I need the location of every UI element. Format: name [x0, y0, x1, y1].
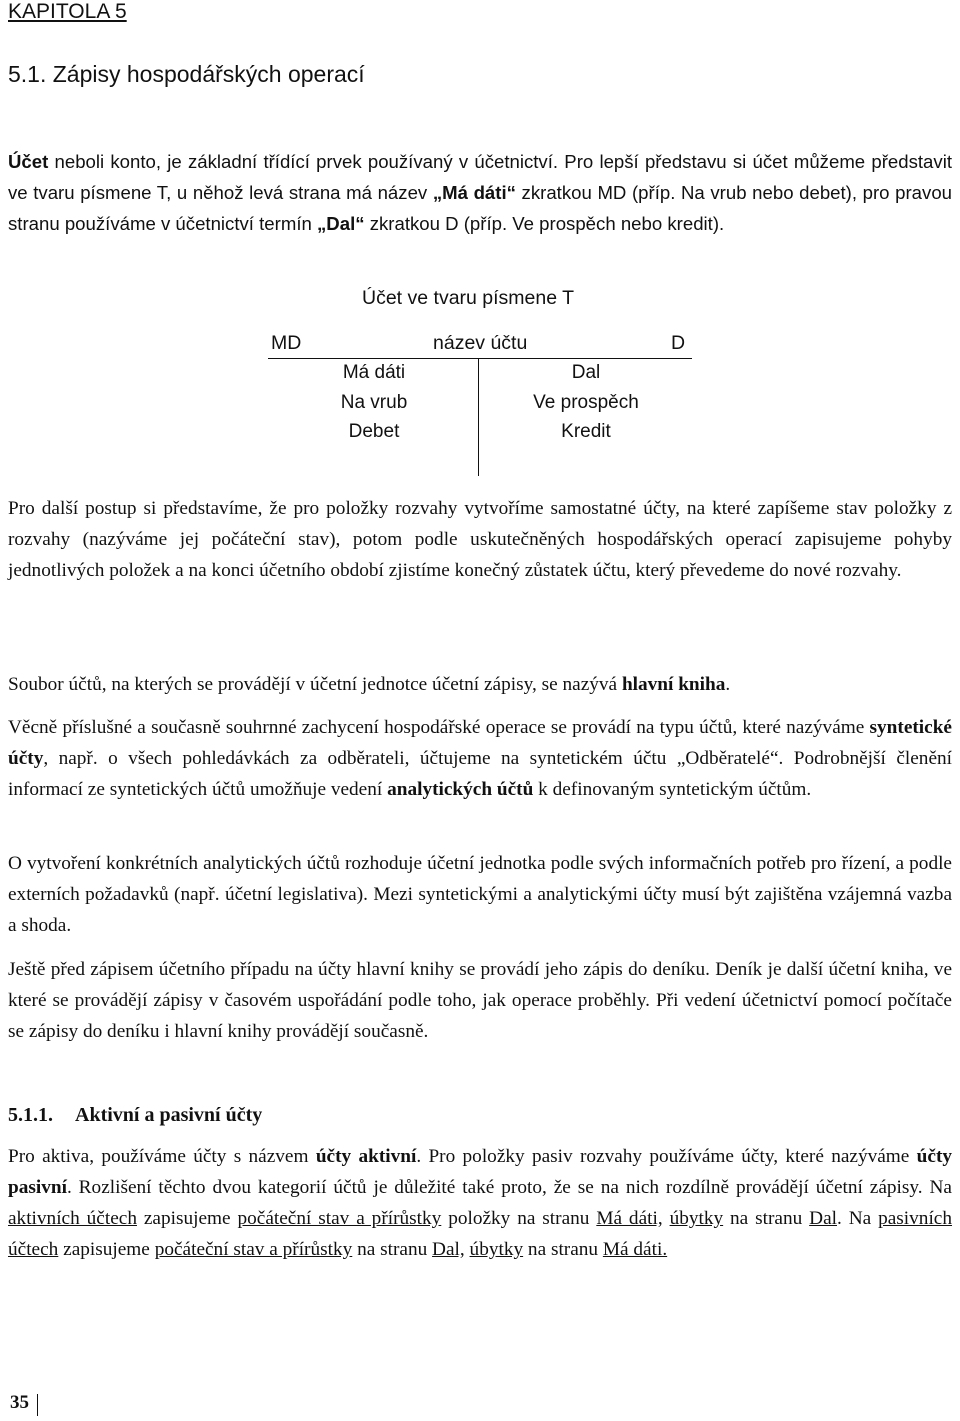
- p2-end: .: [725, 674, 731, 695]
- t-account-vertical-line: [478, 359, 479, 476]
- chapter-heading: KAPITOLA 5: [8, 0, 127, 23]
- t-account-d-label: D: [671, 332, 686, 354]
- term-analytickych-uctu: analytických účtů: [387, 779, 534, 800]
- subsection-title: Aktivní a pasivní účty: [75, 1104, 263, 1126]
- p3-a: Věcně příslušné a současně souhrnné zachycení hospodářské operace se provádí na typu účtů, které nazýváme: [8, 717, 870, 738]
- t-account-caption: Účet ve tvaru písmene T: [362, 287, 575, 309]
- underline-ubytky: úbytky: [669, 1208, 724, 1229]
- underline-pocatecni-stav: počáteční stav a přírůstky: [237, 1208, 442, 1229]
- paragraph-aktivni-pasivni: [8, 1141, 952, 1265]
- underline-ubytky: úbytky: [469, 1239, 524, 1260]
- t-account-right-item: Dal: [571, 362, 601, 383]
- underline-aktivnich-uctech: aktivních účtech: [8, 1208, 137, 1229]
- p6-text: . Rozlišení těchto dvou kategorií účtů je důležité také proto, že se na nich rozdílně provádějí účetní zápisy. Na: [66, 1177, 952, 1198]
- paragraph-hlavni-kniha: [8, 669, 952, 700]
- t-account-left-item: Debet: [348, 421, 400, 442]
- p3-b: , např. o všech pohledávkách za odběrateli, účtujeme na syntetickém účtu „Odběratelé“. Podrobnější členění informací ze syntetických účtů umožňuje vedení: [8, 748, 952, 800]
- paragraph-denik: Ještě před zápisem účetního případu na účty hlavní knihy se provádí jeho zápis do deníku. Deník je další účetní kniha, ve které se provádějí zápisy v časovém uspořádání podle toho, jak operace proběhly. Při vedení účetnictví pomocí počítače se zápisy do deníku i hlavní knihy provádějí současně.: [8, 959, 952, 1042]
- p3-c: k definovaným syntetickým účtům.: [533, 779, 812, 800]
- p6-text: zapisujeme: [58, 1239, 155, 1260]
- subsection-number: 5.1.1.: [8, 1104, 53, 1126]
- t-account-horizontal-line: [268, 358, 692, 359]
- term-ucty-aktivni: účty aktivní: [315, 1146, 417, 1167]
- term-ucet: Účet: [8, 151, 49, 172]
- term-synteticke-ucty: syntetické účty: [8, 717, 952, 769]
- p6-text: [663, 1208, 670, 1229]
- term-ucty-pasivni: účty pasivní: [8, 1146, 952, 1198]
- p6-text: položky na stranu: [441, 1208, 597, 1229]
- t-account-left-item: Má dáti: [342, 362, 406, 383]
- p6-text: Pro aktiva, používáme účty s názvem: [8, 1146, 316, 1167]
- p6-text: zapisujeme: [136, 1208, 238, 1229]
- section-title: 5.1. Zápisy hospodářských operací: [8, 61, 365, 87]
- term-dal: „Dal“: [317, 213, 365, 234]
- t-account-name-label: název účtu: [433, 332, 528, 354]
- page-number: 35: [10, 1392, 29, 1413]
- t-account-left-item: Na vrub: [340, 392, 408, 413]
- underline-dal: Dal,: [432, 1239, 465, 1260]
- paragraph-analyticke-ucty: O vytvoření konkrétních analytických účtů rozhoduje účetní jednotka podle svých informačních potřeb pro řízení, a podle externích požadavků (např. účetní legislativa). Mezi syntetickými a analytickými účty musí být zajištěna vzájemná vazba a shoda.: [8, 853, 952, 936]
- t-account-right-item: Kredit: [561, 421, 611, 442]
- underline-pocatecni-stav: počáteční stav a přírůstky: [154, 1239, 353, 1260]
- underline-pasivnich-uctech: pasivních účtech: [8, 1208, 953, 1260]
- underline-ma-dati: Má dáti,: [596, 1208, 663, 1229]
- paragraph-synteticke-ucty: [8, 712, 952, 805]
- t-account-md-label: MD: [271, 332, 302, 354]
- p6-text: . Pro položky pasiv rozvahy používáme účty, které nazýváme: [416, 1146, 917, 1167]
- paragraph-postup: Pro další postup si představíme, že pro položky rozvahy vytvoříme samostatné účty, na které zapíšeme stav položky z rozvahy (nazýváme jej počáteční stav), potom podle uskutečněných hospodářských operací zapisujeme pohyby jednotlivých položek a na konci účetního období zjistíme konečný zůstatek účtu, který převedeme do nové rozvahy.: [8, 498, 952, 581]
- intro-text-3: zkratkou D (příp. Ve prospěch nebo kredit).: [364, 213, 725, 234]
- term-ma-dati: „Má dáti“: [432, 182, 516, 203]
- t-account-right-item: Ve prospěch: [533, 392, 639, 413]
- p6-text: na stranu: [352, 1239, 433, 1260]
- footer-divider: [37, 1394, 38, 1416]
- intro-text-2: zkratkou MD (příp. Na vrub nebo debet), pro pravou stranu používáme v účetnictví termín: [8, 182, 952, 234]
- p6-text: . Na: [837, 1208, 879, 1229]
- p6-text: na stranu: [523, 1239, 603, 1260]
- p2-text: Soubor účtů, na kterých se provádějí v účetní jednotce účetní zápisy, se nazývá: [8, 674, 622, 695]
- p6-text: na stranu: [723, 1208, 810, 1229]
- term-hlavni-kniha: hlavní kniha: [621, 674, 726, 695]
- underline-ma-dati: Má dáti.: [602, 1239, 668, 1260]
- subsection-heading: [8, 1104, 262, 1127]
- intro-text-1: neboli konto, je základní třídící prvek používaný v účetnictví. Pro lepší představu si účet můžeme představit ve tvaru písmene T, u něhož levá strana má název: [8, 151, 952, 203]
- underline-dal: Dal: [809, 1208, 837, 1229]
- intro-paragraph: [8, 146, 952, 239]
